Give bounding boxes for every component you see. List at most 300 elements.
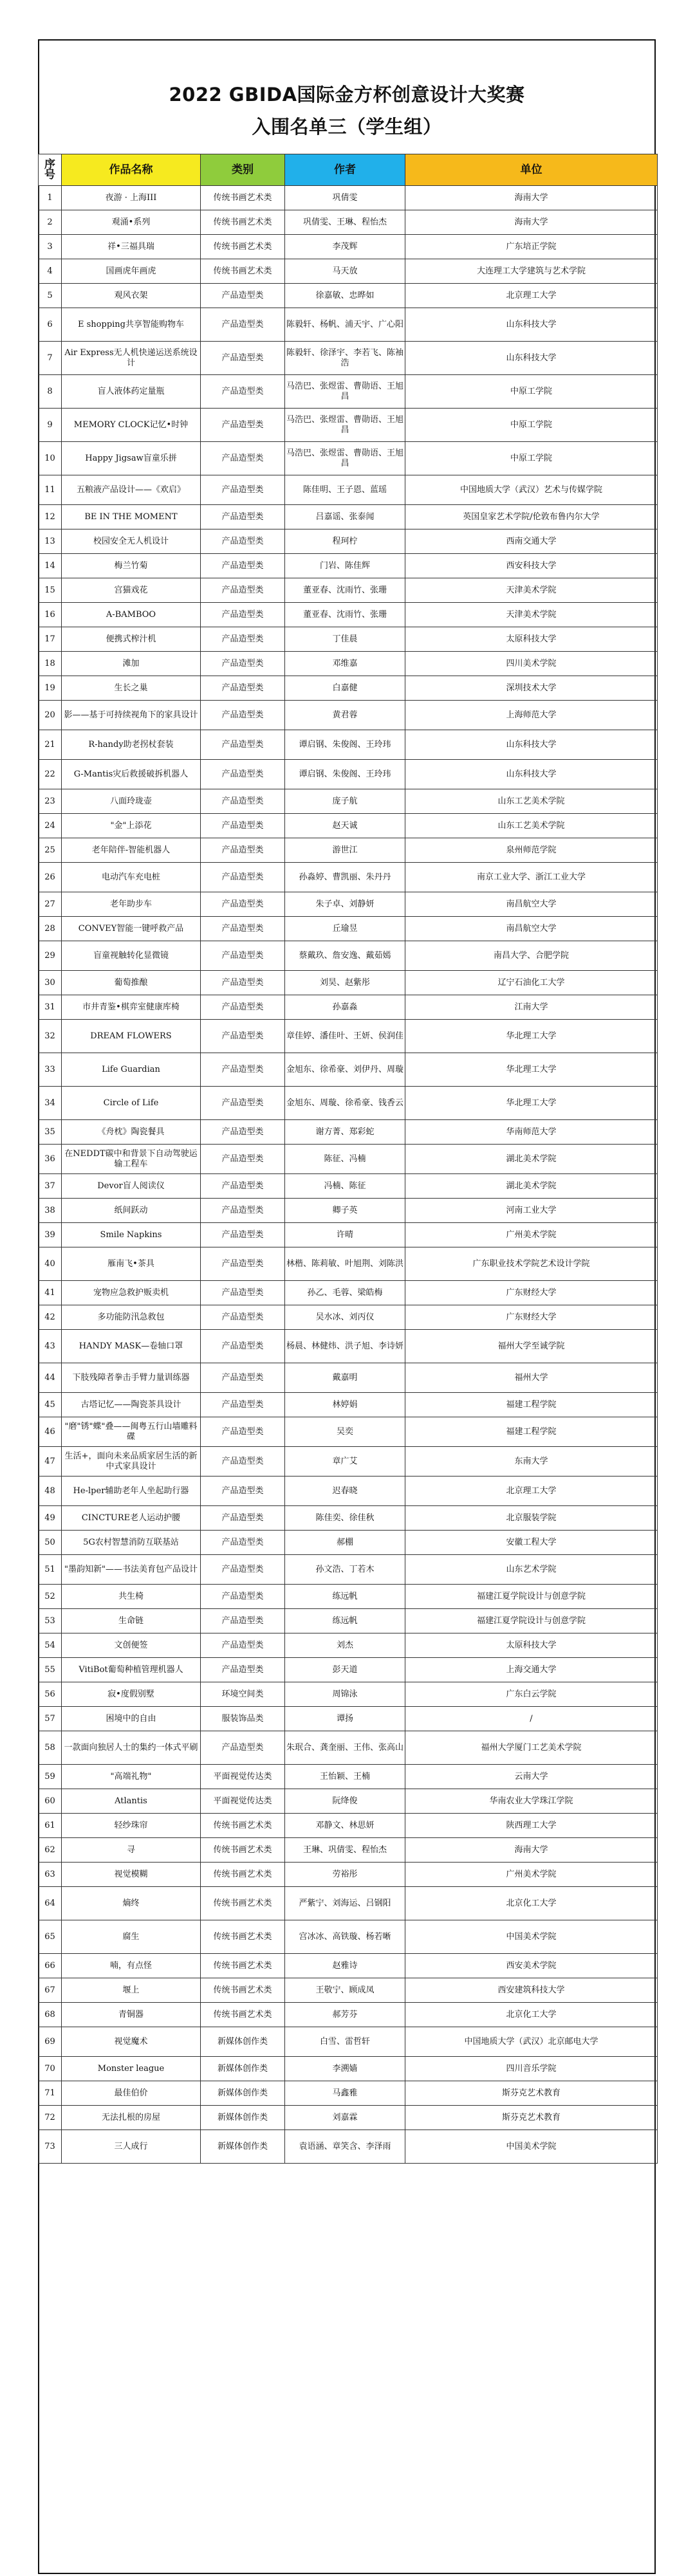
cell-no: 18 [39,652,62,676]
table-row [39,1920,658,1954]
cell-work-name: BE IN THE MOMENT [62,505,201,529]
cell-work-name: 一款面向独居人士的集约一体式平刷 [62,1731,201,1765]
cell-category: 新媒体创作类 [201,2081,285,2106]
cell-author: 金旭东、徐希豪、刘伊丹、周璇 [285,1053,405,1087]
cell-category: 传统书画艺术类 [201,186,285,210]
cell-unit: 中原工学院 [405,409,658,442]
table-row [39,475,658,505]
cell-work-name: 最佳伯价 [62,2081,201,2106]
cell-author: 郝棚 [285,1531,405,1555]
cell-author: 丘瑜昱 [285,917,405,941]
cell-author: 陈毅轩、徐泽宇、李若飞、陈袖浩 [285,342,405,375]
cell-work-name: 老年助步车 [62,892,201,917]
table-row [39,1174,658,1199]
cell-work-name: 青铜器 [62,2003,201,2027]
cell-work-name: 视觉模糊 [62,1863,201,1887]
cell-work-name: 轻纱珠帘 [62,1814,201,1838]
cell-unit: 中国美术学院 [405,2130,658,2164]
table-row [39,1506,658,1531]
cell-category: 产品造型类 [201,1658,285,1682]
cell-work-name: CINCTURE老人运动护腰 [62,1506,201,1531]
cell-no: 7 [39,342,62,375]
cell-category: 传统书画艺术类 [201,1814,285,1838]
cell-category: 产品造型类 [201,995,285,1020]
cell-no: 38 [39,1199,62,1223]
cell-no: 64 [39,1887,62,1920]
cell-no: 61 [39,1814,62,1838]
table-row [39,1682,658,1707]
cell-category: 产品造型类 [201,1585,285,1609]
table-row [39,1417,658,1447]
cell-category: 传统书画艺术类 [201,1863,285,1887]
cell-no: 42 [39,1305,62,1330]
table-row [39,627,658,652]
cell-category: 产品造型类 [201,1609,285,1633]
cell-unit: 上海师范大学 [405,701,658,730]
table-row [39,1863,658,1887]
cell-author: 陈征、冯楠 [285,1145,405,1174]
cell-work-name: Monster league [62,2057,201,2081]
cell-author: 丁佳晨 [285,627,405,652]
cell-no: 2 [39,210,62,235]
cell-no: 30 [39,971,62,995]
cell-category: 产品造型类 [201,863,285,892]
cell-category: 传统书画艺术类 [201,1838,285,1863]
cell-work-name: 滩加 [62,652,201,676]
cell-no: 13 [39,529,62,554]
table-row [39,1199,658,1223]
cell-no: 37 [39,1174,62,1199]
table-row [39,760,658,789]
cell-work-name: 祥•三福具瑞 [62,235,201,259]
document-title: 2022 GBIDA国际金方杯创意设计大奖赛 [169,84,525,106]
cell-unit: 广东职业技术学院艺术设计学院 [405,1247,658,1281]
cell-unit: 斯芬克艺术教育 [405,2081,658,2106]
document-frame [38,39,656,2574]
cell-author: 严紫宁、刘海运、吕钢阳 [285,1887,405,1920]
table-row [39,1087,658,1120]
cell-unit: 西安建筑科技大学 [405,1978,658,2003]
cell-work-name: 腐生 [62,1920,201,1954]
cell-author: 孙文浩、丁若木 [285,1555,405,1585]
cell-unit: 江南大学 [405,995,658,1020]
cell-unit: 天津美术学院 [405,603,658,627]
table-row [39,1120,658,1145]
cell-unit: 南昌航空大学 [405,917,658,941]
cell-no: 5 [39,284,62,308]
table-row [39,1978,658,2003]
cell-author: 陈佳奕、徐佳秋 [285,1506,405,1531]
cell-no: 66 [39,1954,62,1978]
cell-no: 9 [39,409,62,442]
table-row [39,1053,658,1087]
cell-author: 门岩、陈佳辉 [285,554,405,578]
table-row [39,1609,658,1633]
cell-unit: 福州大学至诚学院 [405,1330,658,1363]
cell-work-name: Atlantis [62,1789,201,1814]
table-row [39,2003,658,2027]
cell-work-name: 共生椅 [62,1585,201,1609]
cell-work-name: 国画虎年画虎 [62,259,201,284]
cell-no: 69 [39,2027,62,2057]
cell-unit: 北京服装学院 [405,1506,658,1531]
cell-author: 杨晨、林健炜、洪子旭、李诗妍 [285,1330,405,1363]
cell-author: 马浩巴、张煜雷、曹勋语、王旭昌 [285,442,405,475]
cell-category: 产品造型类 [201,1506,285,1531]
header-no: 序号 [39,154,62,186]
cell-unit: 山东科技大学 [405,730,658,760]
cell-unit: 斯芬克艺术教育 [405,2106,658,2130]
cell-no: 6 [39,308,62,342]
cell-work-name: 老年陪伴-智能机器人 [62,838,201,863]
cell-author: 谭启钢、朱俊阁、王玲玮 [285,760,405,789]
cell-category: 传统书画艺术类 [201,1887,285,1920]
cell-no: 53 [39,1609,62,1633]
cell-work-name: Smile Napkins [62,1223,201,1247]
table-row [39,342,658,375]
cell-no: 49 [39,1506,62,1531]
cell-author: 董亚春、沈雨竹、张珊 [285,603,405,627]
cell-no: 51 [39,1555,62,1585]
cell-category: 平面视觉传达类 [201,1789,285,1814]
cell-author: 吕嘉谣、张泰闻 [285,505,405,529]
cell-category: 传统书画艺术类 [201,2003,285,2027]
cell-category: 产品造型类 [201,789,285,814]
cell-no: 15 [39,578,62,603]
table-row [39,1838,658,1863]
cell-work-name: 生活+，面向未来品质家居生活的新中式家具设计 [62,1447,201,1477]
cell-unit: 中国地质大学（武汉）艺术与传媒学院 [405,475,658,505]
table-row [39,235,658,259]
cell-unit: 广东财经大学 [405,1305,658,1330]
cell-work-name: 文创便签 [62,1633,201,1658]
cell-unit: 安徽工程大学 [405,1531,658,1555]
cell-unit: 海南大学 [405,210,658,235]
table-row [39,1447,658,1477]
cell-author: 董亚春、沈雨竹、张珊 [285,578,405,603]
table-header-row [39,154,658,186]
cell-unit: 山东工艺美术学院 [405,789,658,814]
cell-no: 56 [39,1682,62,1707]
cell-work-name: 梅兰竹菊 [62,554,201,578]
cell-category: 产品造型类 [201,676,285,701]
cell-author: 劳裕彤 [285,1863,405,1887]
cell-unit: 北京理工大学 [405,284,658,308]
cell-unit: 北京化工大学 [405,1887,658,1920]
cell-category: 传统书画艺术类 [201,1954,285,1978]
cell-author: 宫冰冰、高铁璇、杨若晰 [285,1920,405,1954]
cell-category: 产品造型类 [201,409,285,442]
cell-category: 传统书画艺术类 [201,1920,285,1954]
cell-unit: 海南大学 [405,186,658,210]
table-row [39,442,658,475]
table-row [39,814,658,838]
cell-category: 产品造型类 [201,1281,285,1305]
cell-unit: 西南交通大学 [405,529,658,554]
table-row [39,652,658,676]
cell-work-name: 熵终 [62,1887,201,1920]
table-row [39,1658,658,1682]
cell-unit: 海南大学 [405,1838,658,1863]
cell-author: 王敬宁、顾成凤 [285,1978,405,2003]
cell-author: 刘昊、赵紫彤 [285,971,405,995]
table-row [39,1707,658,1731]
cell-work-name: A-BAMBOO [62,603,201,627]
cell-work-name: "高端礼物" [62,1765,201,1789]
cell-category: 产品造型类 [201,971,285,995]
cell-author: 李茂辉 [285,235,405,259]
header-unit: 单位 [405,154,658,186]
table-row [39,1247,658,1281]
table-row [39,1145,658,1174]
cell-no: 46 [39,1417,62,1447]
cell-category: 产品造型类 [201,308,285,342]
cell-unit: / [405,1707,658,1731]
cell-no: 14 [39,554,62,578]
cell-no: 23 [39,789,62,814]
cell-no: 24 [39,814,62,838]
cell-unit: 南昌航空大学 [405,892,658,917]
cell-unit: 北京化工大学 [405,2003,658,2027]
table-row [39,676,658,701]
cell-author: 戴嘉明 [285,1363,405,1393]
cell-work-name: Life Guardian [62,1053,201,1087]
cell-unit: 华北理工大学 [405,1020,658,1053]
cell-work-name: 喃，有点怪 [62,1954,201,1978]
cell-work-name: 无法扎根的房屋 [62,2106,201,2130]
table-row [39,1020,658,1053]
cell-category: 产品造型类 [201,1447,285,1477]
cell-no: 31 [39,995,62,1020]
cell-category: 产品造型类 [201,760,285,789]
table-row [39,1887,658,1920]
cell-no: 59 [39,1765,62,1789]
cell-category: 产品造型类 [201,342,285,375]
cell-unit: 北京理工大学 [405,1477,658,1506]
table-row [39,259,658,284]
cell-work-name: 雁南飞•茶具 [62,1247,201,1281]
cell-author: 谭启钢、朱俊阁、王玲玮 [285,730,405,760]
cell-category: 产品造型类 [201,1731,285,1765]
table-row [39,1954,658,1978]
table-row [39,2130,658,2164]
table-row [39,1814,658,1838]
cell-work-name: "墨韵知新"——书法美育包产品设计 [62,1555,201,1585]
cell-work-name: 5G农村智慧消防互联基站 [62,1531,201,1555]
cell-work-name: 观涌•系列 [62,210,201,235]
cell-unit: 山东科技大学 [405,760,658,789]
cell-category: 产品造型类 [201,1417,285,1447]
cell-work-name: 古塔记忆——陶瓷茶具设计 [62,1393,201,1417]
table-row [39,863,658,892]
table-body [39,186,658,2164]
cell-work-name: 纸间跃动 [62,1199,201,1223]
cell-category: 新媒体创作类 [201,2057,285,2081]
cell-no: 16 [39,603,62,627]
cell-category: 产品造型类 [201,1363,285,1393]
cell-no: 68 [39,2003,62,2027]
cell-no: 10 [39,442,62,475]
cell-no: 26 [39,863,62,892]
cell-category: 传统书画艺术类 [201,210,285,235]
cell-author: 王怡颖、王楠 [285,1765,405,1789]
cell-category: 产品造型类 [201,375,285,409]
cell-author: 周锦泳 [285,1682,405,1707]
nominee-table [38,154,658,2164]
cell-no: 12 [39,505,62,529]
cell-author: 林楷、陈莉敏、叶旭荆、刘陈洪 [285,1247,405,1281]
cell-category: 产品造型类 [201,941,285,971]
cell-unit: 湖北美术学院 [405,1174,658,1199]
cell-work-name: Happy Jigsaw盲童乐拼 [62,442,201,475]
cell-no: 65 [39,1920,62,1954]
cell-no: 63 [39,1863,62,1887]
cell-author: 孙淼婷、曹凯丽、朱丹丹 [285,863,405,892]
cell-work-name: R-handy助老拐杖套装 [62,730,201,760]
cell-no: 50 [39,1531,62,1555]
cell-author: 彭天道 [285,1658,405,1682]
table-row [39,554,658,578]
cell-no: 39 [39,1223,62,1247]
cell-category: 产品造型类 [201,1633,285,1658]
cell-category: 新媒体创作类 [201,2130,285,2164]
cell-category: 产品造型类 [201,284,285,308]
cell-category: 产品造型类 [201,1531,285,1555]
cell-category: 产品造型类 [201,1145,285,1174]
cell-unit: 英国皇家艺术学院/伦敦布鲁内尔大学 [405,505,658,529]
cell-author: 黄君蓉 [285,701,405,730]
cell-unit: 深圳技术大学 [405,676,658,701]
cell-no: 28 [39,917,62,941]
cell-work-name: 宫猫戏花 [62,578,201,603]
cell-author: 邓静文、林思妍 [285,1814,405,1838]
cell-author: 章广艾 [285,1447,405,1477]
cell-unit: 山东科技大学 [405,308,658,342]
cell-work-name: 盲人液体药定量瓶 [62,375,201,409]
cell-work-name: 电动汽车充电桩 [62,863,201,892]
cell-author: 巩倩雯、王琳、程怡杰 [285,210,405,235]
cell-category: 产品造型类 [201,1053,285,1087]
table-row [39,789,658,814]
cell-author: 程珂柠 [285,529,405,554]
cell-work-name: HANDY MASK—卷轴口罩 [62,1330,201,1363]
cell-category: 新媒体创作类 [201,2027,285,2057]
cell-author: 马天放 [285,259,405,284]
cell-author: 白嘉健 [285,676,405,701]
cell-category: 产品造型类 [201,442,285,475]
cell-author: 马浩巴、张煜雷、曹勋语、王旭昌 [285,375,405,409]
cell-author: 吴奕 [285,1417,405,1447]
cell-category: 产品造型类 [201,892,285,917]
cell-author: 迟春晓 [285,1477,405,1506]
cell-author: 袁语涵、章笑含、李泽雨 [285,2130,405,2164]
cell-no: 44 [39,1363,62,1393]
table-row [39,1281,658,1305]
cell-work-name: 夜游 · 上海III [62,186,201,210]
cell-author: 谭扬 [285,1707,405,1731]
cell-category: 产品造型类 [201,1199,285,1223]
cell-unit: 天津美术学院 [405,578,658,603]
table-row [39,701,658,730]
cell-work-name: Circle of Life [62,1087,201,1120]
cell-category: 产品造型类 [201,1120,285,1145]
table-row [39,578,658,603]
cell-author: 邓维嘉 [285,652,405,676]
cell-no: 21 [39,730,62,760]
cell-category: 产品造型类 [201,1330,285,1363]
table-row [39,2027,658,2057]
cell-unit: 中原工学院 [405,442,658,475]
cell-author: 陈佳明、王子恩、蓝瑶 [285,475,405,505]
cell-no: 41 [39,1281,62,1305]
cell-work-name: 八面玲珑壶 [62,789,201,814]
cell-category: 产品造型类 [201,627,285,652]
table-row [39,941,658,971]
cell-unit: 广东培正学院 [405,235,658,259]
cell-work-name: 盲童视触转化显微镜 [62,941,201,971]
table-row [39,210,658,235]
cell-work-name: 市井青鉴•棋弈室健康库椅 [62,995,201,1020]
cell-author: 马浩巴、张煜雷、曹勋语、王旭昌 [285,409,405,442]
cell-work-name: 堰上 [62,1978,201,2003]
cell-author: 练远帆 [285,1609,405,1633]
cell-category: 产品造型类 [201,603,285,627]
cell-unit: 四川音乐学院 [405,2057,658,2081]
cell-unit: 福建江夏学院设计与创意学院 [405,1585,658,1609]
table-row [39,917,658,941]
header-work-name: 作品名称 [62,154,201,186]
cell-no: 45 [39,1393,62,1417]
cell-work-name: He-lper辅助老年人坐起助行器 [62,1477,201,1506]
cell-unit: 湖北美术学院 [405,1145,658,1174]
cell-no: 36 [39,1145,62,1174]
cell-unit: 福建江夏学院设计与创意学院 [405,1609,658,1633]
table-row [39,284,658,308]
cell-author: 王琳、巩倩雯、程怡杰 [285,1838,405,1863]
cell-no: 20 [39,701,62,730]
cell-no: 17 [39,627,62,652]
cell-work-name: 校园安全无人机设计 [62,529,201,554]
cell-work-name: 困境中的自由 [62,1707,201,1731]
cell-category: 产品造型类 [201,1305,285,1330]
cell-author: 刘杰 [285,1633,405,1658]
cell-category: 产品造型类 [201,505,285,529]
cell-category: 产品造型类 [201,554,285,578]
cell-author: 章佳婷、潘佳叶、王妍、侯润佳 [285,1020,405,1053]
cell-unit: 辽宁石油化工大学 [405,971,658,995]
cell-author: 金旭东、周璇、徐希豪、钱香云 [285,1087,405,1120]
cell-author: 冯楠、陈征 [285,1174,405,1199]
cell-author: 阮绛俊 [285,1789,405,1814]
table-row [39,2057,658,2081]
cell-unit: 广东财经大学 [405,1281,658,1305]
cell-author: 徐嘉敏、忠晔如 [285,284,405,308]
table-row [39,505,658,529]
cell-work-name: 葡萄推酿 [62,971,201,995]
cell-unit: 山东科技大学 [405,342,658,375]
cell-work-name: CONVEY智能一键呼救产品 [62,917,201,941]
table-row [39,995,658,1020]
cell-unit: 云南大学 [405,1765,658,1789]
cell-no: 33 [39,1053,62,1087]
cell-category: 产品造型类 [201,701,285,730]
cell-unit: 广州美术学院 [405,1863,658,1887]
cell-author: 朱珉合、龚奎丽、王伟、张高山 [285,1731,405,1765]
cell-category: 传统书画艺术类 [201,235,285,259]
header-category: 类别 [201,154,285,186]
cell-author: 刘嘉霖 [285,2106,405,2130]
cell-work-name: 生命链 [62,1609,201,1633]
